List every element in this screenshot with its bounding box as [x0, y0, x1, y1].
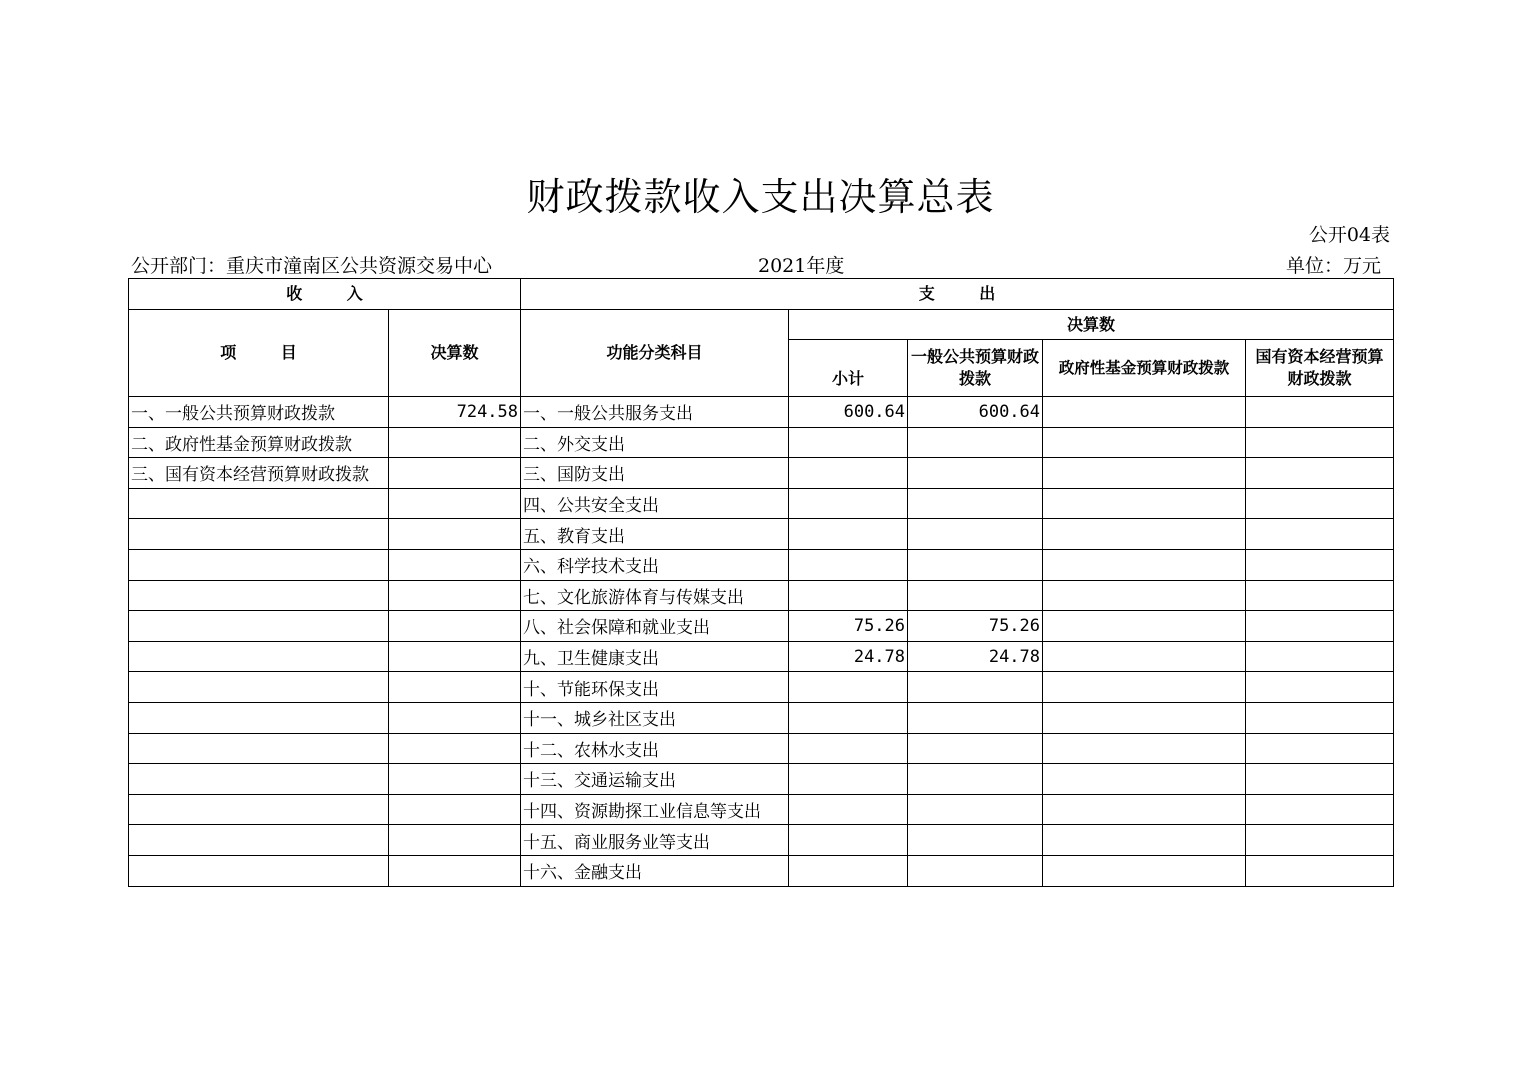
- table-row: [129, 672, 1394, 703]
- general-budget-cell: [908, 733, 1043, 764]
- income-item-cell: [129, 702, 389, 733]
- table-row: [129, 458, 1394, 489]
- subtotal-cell: [789, 855, 908, 886]
- expense-item-cell: 十三、交通运输支出: [521, 764, 789, 795]
- amount-header: 决算数: [389, 310, 521, 397]
- general-budget-cell: [908, 427, 1043, 458]
- general-budget-cell: [908, 519, 1043, 550]
- income-item-cell: [129, 794, 389, 825]
- gov-fund-cell: [1043, 641, 1246, 672]
- income-amount-cell: [389, 794, 521, 825]
- table-row: [129, 764, 1394, 795]
- income-item-cell: [129, 580, 389, 611]
- table-row: [129, 611, 1394, 642]
- state-capital-cell: [1246, 427, 1394, 458]
- income-item-cell: 一、一般公共预算财政拨款: [129, 397, 389, 428]
- general-budget-cell: 24.78: [908, 641, 1043, 672]
- subtotal-cell: [789, 580, 908, 611]
- state-capital-cell: [1246, 611, 1394, 642]
- final-amount-header: 决算数: [789, 310, 1394, 340]
- gov-fund-cell: [1043, 825, 1246, 856]
- state-capital-cell: [1246, 519, 1394, 550]
- expense-item-cell: 五、教育支出: [521, 519, 789, 550]
- general-budget-cell: [908, 458, 1043, 489]
- subtotal-cell: [789, 764, 908, 795]
- general-budget-cell: [908, 825, 1043, 856]
- income-amount-cell: [389, 458, 521, 489]
- income-amount-cell: [389, 764, 521, 795]
- general-budget-cell: [908, 580, 1043, 611]
- state-capital-header: 国有资本经营预算财政拨款: [1246, 340, 1394, 397]
- gov-fund-header: 政府性基金预算财政拨款: [1043, 340, 1246, 397]
- income-item-cell: [129, 764, 389, 795]
- income-amount-cell: [389, 488, 521, 519]
- form-number: 公开04表: [1308, 224, 1390, 246]
- income-item-cell: [129, 855, 389, 886]
- gov-fund-cell: [1043, 733, 1246, 764]
- gov-fund-cell: [1043, 672, 1246, 703]
- expense-item-cell: 十五、商业服务业等支出: [521, 825, 789, 856]
- expense-item-cell: 十二、农林水支出: [521, 733, 789, 764]
- income-item-cell: 二、政府性基金预算财政拨款: [129, 427, 389, 458]
- subtotal-cell: 75.26: [789, 611, 908, 642]
- function-class-header: 功能分类科目: [521, 310, 789, 397]
- income-item-cell: [129, 641, 389, 672]
- income-item-cell: 三、国有资本经营预算财政拨款: [129, 458, 389, 489]
- general-budget-cell: [908, 549, 1043, 580]
- income-item-cell: [129, 672, 389, 703]
- gov-fund-cell: [1043, 855, 1246, 886]
- table-row: [129, 549, 1394, 580]
- table-row: [129, 580, 1394, 611]
- subtotal-cell: [789, 794, 908, 825]
- department-label: 公开部门：重庆市潼南区公共资源交易中心: [131, 255, 493, 277]
- subtotal-cell: [789, 488, 908, 519]
- income-amount-cell: [389, 549, 521, 580]
- expense-header: 支 出: [521, 279, 1394, 310]
- table-row: [129, 702, 1394, 733]
- subtotal-cell: [789, 825, 908, 856]
- subtotal-cell: [789, 519, 908, 550]
- table-row: [129, 427, 1394, 458]
- gov-fund-cell: [1043, 549, 1246, 580]
- income-header: 收 入: [129, 279, 521, 310]
- general-budget-cell: [908, 855, 1043, 886]
- income-amount-cell: [389, 427, 521, 458]
- income-amount-cell: [389, 672, 521, 703]
- table-row: [129, 794, 1394, 825]
- table-row: [129, 825, 1394, 856]
- general-budget-cell: 600.64: [908, 397, 1043, 428]
- table-row: [129, 397, 1394, 428]
- table-row: [129, 733, 1394, 764]
- state-capital-cell: [1246, 458, 1394, 489]
- income-amount-cell: [389, 825, 521, 856]
- income-item-cell: [129, 733, 389, 764]
- gov-fund-cell: [1043, 519, 1246, 550]
- subtotal-cell: [789, 733, 908, 764]
- income-amount-cell: [389, 702, 521, 733]
- income-amount-cell: 724.58: [389, 397, 521, 428]
- income-item-cell: [129, 519, 389, 550]
- expense-item-cell: 七、文化旅游体育与传媒支出: [521, 580, 789, 611]
- expense-item-cell: 四、公共安全支出: [521, 488, 789, 519]
- expense-item-cell: 九、卫生健康支出: [521, 641, 789, 672]
- gov-fund-cell: [1043, 580, 1246, 611]
- subtotal-cell: [789, 549, 908, 580]
- state-capital-cell: [1246, 702, 1394, 733]
- state-capital-cell: [1246, 764, 1394, 795]
- general-budget-cell: [908, 488, 1043, 519]
- table-row: [129, 855, 1394, 886]
- expense-item-cell: 十六、金融支出: [521, 855, 789, 886]
- income-amount-cell: [389, 611, 521, 642]
- general-budget-cell: [908, 672, 1043, 703]
- gov-fund-cell: [1043, 794, 1246, 825]
- state-capital-cell: [1246, 488, 1394, 519]
- state-capital-cell: [1246, 733, 1394, 764]
- state-capital-cell: [1246, 580, 1394, 611]
- item-header: 项 目: [129, 310, 389, 397]
- general-budget-cell: [908, 764, 1043, 795]
- income-amount-cell: [389, 855, 521, 886]
- subtotal-cell: 600.64: [789, 397, 908, 428]
- page-title: 财政拨款收入支出决算总表: [526, 175, 995, 219]
- income-item-cell: [129, 488, 389, 519]
- expense-item-cell: 三、国防支出: [521, 458, 789, 489]
- general-budget-header: 一般公共预算财政拨款: [908, 340, 1043, 397]
- subtotal-cell: [789, 427, 908, 458]
- income-item-cell: [129, 549, 389, 580]
- table-row: [129, 488, 1394, 519]
- income-amount-cell: [389, 519, 521, 550]
- general-budget-cell: [908, 794, 1043, 825]
- state-capital-cell: [1246, 397, 1394, 428]
- subtotal-cell: [789, 672, 908, 703]
- general-budget-cell: 75.26: [908, 611, 1043, 642]
- state-capital-cell: [1246, 549, 1394, 580]
- gov-fund-cell: [1043, 611, 1246, 642]
- expense-item-cell: 十四、资源勘探工业信息等支出: [521, 794, 789, 825]
- expense-item-cell: 十一、城乡社区支出: [521, 702, 789, 733]
- subtotal-cell: [789, 458, 908, 489]
- expense-item-cell: 十、节能环保支出: [521, 672, 789, 703]
- income-amount-cell: [389, 580, 521, 611]
- state-capital-cell: [1246, 794, 1394, 825]
- general-budget-cell: [908, 702, 1043, 733]
- expense-item-cell: 一、一般公共服务支出: [521, 397, 789, 428]
- gov-fund-cell: [1043, 427, 1246, 458]
- state-capital-cell: [1246, 855, 1394, 886]
- expense-item-cell: 六、科学技术支出: [521, 549, 789, 580]
- gov-fund-cell: [1043, 488, 1246, 519]
- income-item-cell: [129, 611, 389, 642]
- fiscal-year: 2021年度: [758, 255, 845, 277]
- income-amount-cell: [389, 733, 521, 764]
- gov-fund-cell: [1043, 702, 1246, 733]
- gov-fund-cell: [1043, 397, 1246, 428]
- state-capital-cell: [1246, 641, 1394, 672]
- state-capital-cell: [1246, 825, 1394, 856]
- expense-item-cell: 二、外交支出: [521, 427, 789, 458]
- gov-fund-cell: [1043, 764, 1246, 795]
- state-capital-cell: [1246, 672, 1394, 703]
- subtotal-cell: 24.78: [789, 641, 908, 672]
- table-row: [129, 641, 1394, 672]
- gov-fund-cell: [1043, 458, 1246, 489]
- table-row: [129, 519, 1394, 550]
- subtotal-cell: [789, 702, 908, 733]
- expense-item-cell: 八、社会保障和就业支出: [521, 611, 789, 642]
- unit-label: 单位：万元: [1285, 255, 1381, 277]
- income-item-cell: [129, 825, 389, 856]
- subtotal-header: 小计: [789, 340, 908, 397]
- income-amount-cell: [389, 641, 521, 672]
- report-table: [128, 278, 1394, 887]
